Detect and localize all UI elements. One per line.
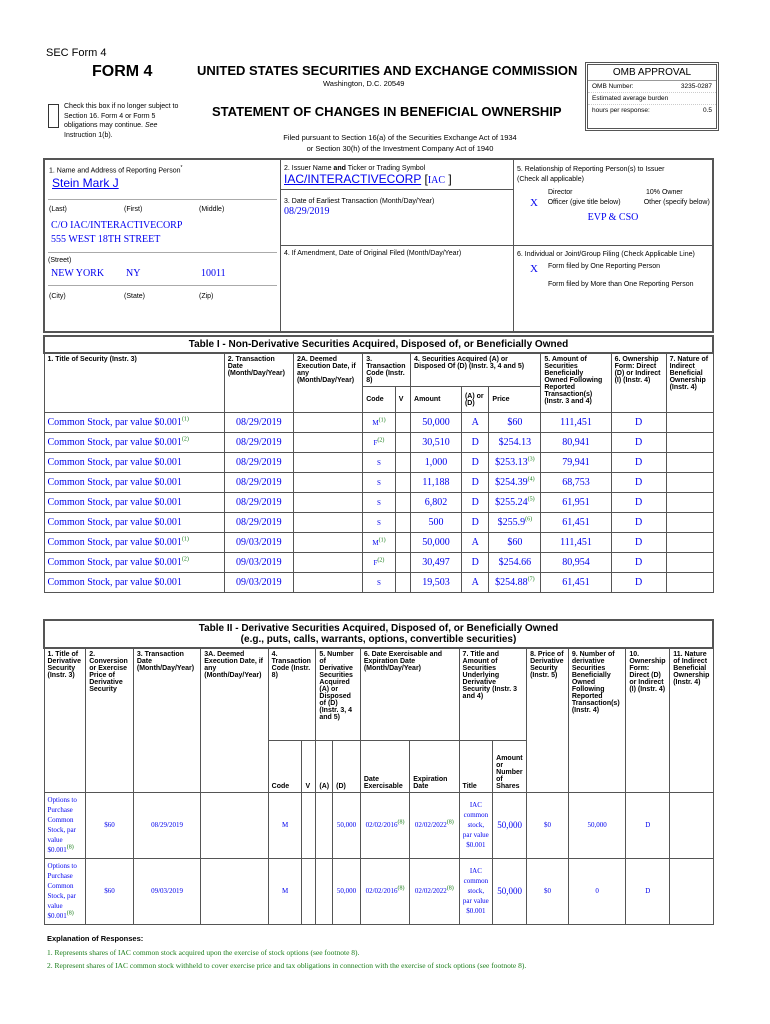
ownership-form-cell: D	[611, 573, 666, 593]
owned-following-cell: 61,951	[541, 493, 611, 513]
date-exercisable-cell: 02/02/2016$^{(8)}$	[360, 792, 409, 858]
footnote-ref[interactable]: (2)	[377, 437, 385, 444]
amount-cell: 30,497	[411, 553, 462, 573]
deemed-date-cell	[201, 792, 268, 858]
v-cell	[395, 493, 410, 513]
omb-approval-box	[585, 62, 719, 131]
security-title-cell: Common Stock, par value $0.001$^{(2)}$	[44, 553, 224, 573]
nature-indirect-cell	[666, 513, 713, 533]
transaction-code-cell: M	[268, 858, 302, 924]
box-6-filing-type: 6. Individual or Joint/Group Filing (Check Applicable Line) X Form filed by One Reporting Person Form filed by More than One Reporting Person	[517, 251, 695, 288]
table-row	[44, 858, 713, 924]
acquired-cell	[316, 858, 333, 924]
deemed-date-cell	[293, 513, 362, 533]
underlying-shares-cell: 50,000	[493, 792, 527, 858]
reporting-person-name-link[interactable]: Stein Mark J	[52, 176, 119, 191]
acquired-disposed-cell: D	[461, 553, 488, 573]
footnote-2: 2. Represent shares of IAC common stock withheld to cover exercise price and tax obligations in connection with the exercise of stock options (see footnote 8).	[47, 961, 527, 970]
acquired-disposed-cell: D	[461, 433, 488, 453]
security-title-cell: Common Stock, par value $0.001	[44, 453, 224, 473]
transaction-date-cell: 09/03/2019	[224, 573, 293, 593]
deemed-date-cell	[293, 453, 362, 473]
transaction-date-cell: 08/29/2019	[224, 513, 293, 533]
box-5-relationship: 5. Relationship of Reporting Person(s) to Issuer (Check all applicable) Director 10% Owner X Officer (give title below) Other (specify below) EVP & CSO	[514, 160, 712, 246]
one-person-check-mark: X	[530, 263, 538, 275]
underlying-shares-cell: 50,000	[493, 858, 527, 924]
table-row	[44, 573, 713, 593]
ownership-form-cell: D	[611, 453, 666, 473]
transaction-code-cell: M	[268, 792, 302, 858]
footnote-ref[interactable]: (7)	[527, 576, 535, 583]
transaction-code-cell: S	[363, 473, 396, 493]
acquired-disposed-cell: D	[461, 453, 488, 473]
security-title-cell: Common Stock, par value $0.001$^{(2)}$	[44, 433, 224, 453]
table-1-title: Table I - Non-Derivative Securities Acquired, Disposed of, or Beneficially Owned	[44, 336, 713, 353]
price-cell: $254.39$^{(4)}$	[489, 473, 541, 493]
nature-indirect-cell	[666, 473, 713, 493]
v-cell	[302, 792, 316, 858]
footnote-ref[interactable]: (8)	[446, 819, 454, 826]
table-2-title: Table II - Derivative Securities Acquired, Disposed of, or Beneficially Owned (e.g., puts, calls, warrants, options, convertible securities)	[44, 620, 713, 648]
owned-following-cell: 80,954	[541, 553, 611, 573]
ownership-form-cell: D	[611, 533, 666, 553]
transaction-code-cell: S	[363, 573, 396, 593]
amount-cell: 500	[411, 513, 462, 533]
transaction-code-cell: S	[363, 493, 396, 513]
disposed-cell: 50,000	[333, 792, 361, 858]
v-cell	[395, 553, 410, 573]
no-longer-subject-checkbox[interactable]	[48, 104, 59, 128]
acquired-disposed-cell: D	[461, 493, 488, 513]
reporting-info-grid	[43, 158, 714, 333]
v-cell	[395, 513, 410, 533]
transaction-date-cell: 09/03/2019	[224, 553, 293, 573]
acquired-cell	[316, 792, 333, 858]
nature-indirect-cell	[666, 573, 713, 593]
transaction-date-cell: 08/29/2019	[224, 433, 293, 453]
box-4-amendment: 4. If Amendment, Date of Original Filed (Month/Day/Year)	[281, 246, 514, 331]
v-cell	[395, 533, 410, 553]
transaction-date-cell: 08/29/2019	[224, 453, 293, 473]
deemed-date-cell	[293, 413, 362, 433]
security-title-cell: Common Stock, par value $0.001	[44, 513, 224, 533]
filed-pursuant: Filed pursuant to Section 16(a) of the Securities Exchange Act of 1934 or Section 30(h) of the Investment Company Act of 1940	[283, 133, 517, 153]
ownership-form-cell: D	[611, 433, 666, 453]
amount-cell: 50,000	[411, 413, 462, 433]
footnote-ref[interactable]: (8)	[446, 885, 454, 892]
derivative-title-cell: Options to Purchase Common Stock, par value $0.001$^{(8)}$	[44, 792, 86, 858]
transaction-date-cell: 08/29/2019	[224, 473, 293, 493]
table-row	[44, 792, 713, 858]
footnote-ref[interactable]: (2)	[377, 557, 385, 564]
officer-check-mark: X	[530, 197, 538, 209]
deemed-date-cell	[293, 573, 362, 593]
nature-indirect-cell	[666, 533, 713, 553]
amount-cell: 1,000	[411, 453, 462, 473]
deemed-date-cell	[293, 533, 362, 553]
omb-number-row: OMB Number: 3235-0287	[588, 81, 716, 93]
ownership-form-cell: D	[626, 792, 670, 858]
owned-following-cell: 79,941	[541, 453, 611, 473]
ownership-form-cell: D	[611, 513, 666, 533]
owned-following-cell: 68,753	[541, 473, 611, 493]
security-title-cell: Common Stock, par value $0.001	[44, 493, 224, 513]
table-row	[44, 533, 713, 553]
omb-title: OMB APPROVAL	[588, 65, 716, 81]
owned-following-cell: 111,451	[541, 413, 611, 433]
footnote-ref[interactable]: (8)	[397, 819, 405, 826]
footnote-ref[interactable]: (6)	[525, 516, 533, 523]
table-1-non-derivative: Table I - Non-Derivative Securities Acquired, Disposed of, or Beneficially Owned 1. Title of Security (Instr. 3) 2. Transaction Date (Month/Day/Year) 2A. Deemed Execution Date, if any (Month/Day/Year) 3. Transaction Code (Instr. 8) 4. Securities Acquired (A) or Disposed Of (D) (Instr. 3, 4 and 5) 5. Amount of Securities Beneficially Owned Following Reported Transaction(s) (Instr. 3 and 4) 6. Ownership Form: Direct (D) or Indirect (I) (Instr. 4) 7. Nature of Indirect Beneficial Ownership (Instr. 4) Code V Amount (A) or (D) Price Common Stock, par value $0.001$^{(1)}$ 08/29/2019 M$^{(1)}$ 50,000 A $60 111,451 D Common Stock, par value $0.001$^{(2)}$ 08/29/2019 F$^{(2)}$ 30,510 D $254.13 80,941 D Common Stock, par value $0.001 08/29/2019 S 1,000 D $253.13$^{(3)}$ 79,941 D Common Stock, par value $0.001 08/29/2019 S 11,188 D $254.39$^{(4)}$ 68,753 D Common Stock, par value $0.001 08/29/2019 S 6,802 D $255.24$^{(5)}$ 61,951 D Common Stock, par value $0.001 08/29/2019 S 500 D $255.9$^{(6)}$ 61,451 D Common Stock, par value $0.001$^{(1)}$ 09/03/2019 M$^{(1)}$ 50,000 A $60 111,451 D Common Stock, par value $0.001$^{(2)}$ 09/03/2019 F$^{(2)}$ 30,497 D $254.66 80,954 D Common Stock, par value $0.001 09/03/2019 S 19,503 A $254.88$^{(7)}$ 61,451 D	[43, 335, 714, 593]
checkbox-instructions: Check this box if no longer subject to Section 16. Form 4 or Form 5 obligations may continue. See Instruction 1(b).	[64, 103, 179, 139]
underlying-title-cell: IAC common stock, par value $0.001	[459, 858, 493, 924]
ownership-form-cell: D	[611, 413, 666, 433]
sec-form-label: SEC Form 4	[46, 47, 107, 59]
city-state-zip: NEW YORK NY 10011	[51, 268, 226, 280]
acquired-disposed-cell: A	[461, 533, 488, 553]
footnote-ref[interactable]: (1)	[181, 536, 189, 543]
disposed-cell: 50,000	[333, 858, 361, 924]
footnote-ref[interactable]: (8)	[66, 844, 74, 851]
ownership-form-cell: D	[626, 858, 670, 924]
ownership-form-cell: D	[611, 473, 666, 493]
transaction-code-cell: S	[363, 453, 396, 473]
box-2-issuer: 2. Issuer Name and Ticker or Trading Symbol IAC/INTERACTIVECORP [IAC ]	[281, 160, 514, 190]
table-row	[44, 493, 713, 513]
price-cell: $255.24$^{(5)}$	[489, 493, 541, 513]
footnote-1: 1. Represents shares of IAC common stock acquired upon the exercise of stock options (see footnote 8).	[47, 948, 360, 957]
transaction-code-cell: S	[363, 513, 396, 533]
explanation-title: Explanation of Responses:	[47, 934, 144, 943]
table-2-derivative: Table II - Derivative Securities Acquired, Disposed of, or Beneficially Owned (e.g., puts, calls, warrants, options, convertible securities) 1. Title of Derivative Security (Instr. 3) 2. Conversion or Exercise Price of Derivative Security 3. Transaction Date (Month/Day/Year) 3A. Deemed Execution Date, if any (Month/Day/Year) 4. Transaction Code (Instr. 8) 5. Number of Derivative Securities Acquired (A) or Disposed of (D) (Instr. 3, 4 and 5) 6. Date Exercisable and Expiration Date (Month/Day/Year) 7. Title and Amount of Securities Underlying Derivative Security (Instr. 3 and 4) 8. Price of Derivative Security (Instr. 5) 9. Number of derivative Securities Beneficially Owned Following Reported Transaction(s) (Instr. 4) 10. Ownership Form: Direct (D) or Indirect (I) (Instr. 4) 11. Nature of Indirect Beneficial Ownership (Instr. 4) Code V (A) (D) Date Exercisable Expiration Date Title Amount or Number of Shares Options to Purchase Common Stock, par value $0.001$^{(8)}$ $60 08/29/2019 M 50,000 02/02/2016$^{(8)}$ 02/02/2022$^{(8)}$ IAC common stock, par value $0.001 50,000 $0 50,000 D Options to Purchase Common Stock, par value $0.001$^{(8)}$ $60 09/03/2019 M 50,000 02/02/2016$^{(8)}$ 02/02/2022$^{(8)}$ IAC common stock, par value $0.001 50,000 $0 0 D	[43, 619, 714, 925]
officer-title: EVP & CSO	[587, 212, 639, 223]
deemed-date-cell	[293, 433, 362, 453]
price-cell: $60	[489, 413, 541, 433]
acquired-disposed-cell: D	[461, 513, 488, 533]
security-title-cell: Common Stock, par value $0.001	[44, 473, 224, 493]
price-cell: $255.9$^{(6)}$	[489, 513, 541, 533]
footnote-ref[interactable]: (8)	[66, 910, 74, 917]
table-row	[44, 433, 713, 453]
owned-following-cell: 111,451	[541, 533, 611, 553]
transaction-date-cell: 08/29/2019	[224, 413, 293, 433]
owned-following-cell: 61,451	[541, 513, 611, 533]
agency-title: UNITED STATES SECURITIES AND EXCHANGE COMMISSION	[197, 63, 578, 78]
nature-indirect-cell	[666, 453, 713, 473]
transaction-date-cell: 09/03/2019	[224, 533, 293, 553]
derivative-title-cell: Options to Purchase Common Stock, par value $0.001$^{(8)}$	[44, 858, 86, 924]
derivative-price-cell: $0	[527, 792, 569, 858]
date-exercisable-cell: 02/02/2016$^{(8)}$	[360, 858, 409, 924]
transaction-date-cell: 09/03/2019	[133, 858, 200, 924]
owned-following-cell: 80,941	[541, 433, 611, 453]
derivative-owned-cell: 50,000	[568, 792, 626, 858]
acquired-disposed-cell: A	[461, 413, 488, 433]
footnote-ref[interactable]: (1)	[181, 416, 189, 423]
footnote-ref[interactable]: (1)	[378, 537, 386, 544]
security-title-cell: Common Stock, par value $0.001$^{(1)}$	[44, 533, 224, 553]
price-cell: $254.13	[489, 433, 541, 453]
nature-indirect-cell	[666, 493, 713, 513]
ticker-symbol: IAC	[427, 175, 446, 186]
omb-hours-row: hours per response: 0.5	[592, 107, 712, 114]
table-row	[44, 553, 713, 573]
footnote-ref[interactable]: (3)	[527, 456, 535, 463]
omb-burden-row: Estimated average burden	[588, 93, 716, 105]
underlying-title-cell: IAC common stock, par value $0.001	[459, 792, 493, 858]
footnote-ref[interactable]: (4)	[527, 476, 535, 483]
deemed-date-cell	[293, 473, 362, 493]
derivative-price-cell: $0	[527, 858, 569, 924]
ownership-form-cell: D	[611, 553, 666, 573]
nature-indirect-cell	[666, 413, 713, 433]
deemed-date-cell	[293, 493, 362, 513]
transaction-code-cell: F$^{(2)}$	[363, 553, 396, 573]
statement-title: STATEMENT OF CHANGES IN BENEFICIAL OWNERSHIP	[212, 104, 562, 119]
price-cell: $254.88$^{(7)}$	[489, 573, 541, 593]
form-title: FORM 4	[92, 63, 153, 80]
deemed-date-cell	[201, 858, 268, 924]
transaction-date-cell: 08/29/2019	[133, 792, 200, 858]
acquired-disposed-cell: D	[461, 473, 488, 493]
v-cell	[395, 473, 410, 493]
nature-indirect-cell	[666, 553, 713, 573]
expiration-date-cell: 02/02/2022$^{(8)}$	[410, 858, 459, 924]
table-row	[44, 453, 713, 473]
transaction-code-cell: M$^{(1)}$	[363, 533, 396, 553]
v-cell	[302, 858, 316, 924]
footnote-ref[interactable]: (2)	[181, 436, 189, 443]
address-lines: C/O IAC/INTERACTIVECORP 555 WEST 18TH STREET	[51, 220, 183, 246]
issuer-name-link[interactable]: IAC/INTERACTIVECORP	[284, 172, 422, 186]
nature-indirect-cell	[670, 858, 713, 924]
price-cell: $60	[489, 533, 541, 553]
derivative-owned-cell: 0	[568, 858, 626, 924]
box-3-earliest-date: 3. Date of Earliest Transaction (Month/Day/Year) 08/29/2019	[281, 190, 514, 246]
security-title-cell: Common Stock, par value $0.001$^{(1)}$	[44, 413, 224, 433]
price-cell: $254.66	[489, 553, 541, 573]
box-1-reporting-person: 1. Name and Address of Reporting Person* Stein Mark J (Last) (First) (Middle) C/O IAC/INTERACTIVECORP 555 WEST 18TH STREET (Street) NEW YORK NY 10011 (City) (State) (Zip)	[45, 160, 281, 331]
agency-location: Washington, D.C. 20549	[323, 79, 405, 88]
amount-cell: 19,503	[411, 573, 462, 593]
transaction-date-cell: 08/29/2019	[224, 493, 293, 513]
owned-following-cell: 61,451	[541, 573, 611, 593]
table-row	[44, 513, 713, 533]
footnote-ref[interactable]: (5)	[527, 496, 535, 503]
expiration-date-cell: 02/02/2022$^{(8)}$	[410, 792, 459, 858]
v-cell	[395, 413, 410, 433]
price-cell: $253.13$^{(3)}$	[489, 453, 541, 473]
amount-cell: 50,000	[411, 533, 462, 553]
acquired-disposed-cell: A	[461, 573, 488, 593]
nature-indirect-cell	[670, 792, 713, 858]
transaction-code-cell: F$^{(2)}$	[363, 433, 396, 453]
amount-cell: 11,188	[411, 473, 462, 493]
nature-indirect-cell	[666, 433, 713, 453]
footnote-ref[interactable]: (1)	[378, 417, 386, 424]
exercise-price-cell: $60	[86, 792, 134, 858]
footnote-ref[interactable]: (8)	[397, 885, 405, 892]
v-cell	[395, 433, 410, 453]
deemed-date-cell	[293, 553, 362, 573]
footnote-ref[interactable]: (2)	[181, 556, 189, 563]
ownership-form-cell: D	[611, 493, 666, 513]
amount-cell: 6,802	[411, 493, 462, 513]
amount-cell: 30,510	[411, 433, 462, 453]
table-row	[44, 473, 713, 493]
name-field-labels: (Last) (First) (Middle)	[49, 206, 225, 214]
table-row	[44, 413, 713, 433]
v-cell	[395, 453, 410, 473]
exercise-price-cell: $60	[86, 858, 134, 924]
v-cell	[395, 573, 410, 593]
transaction-code-cell: M$^{(1)}$	[363, 413, 396, 433]
security-title-cell: Common Stock, par value $0.001	[44, 573, 224, 593]
